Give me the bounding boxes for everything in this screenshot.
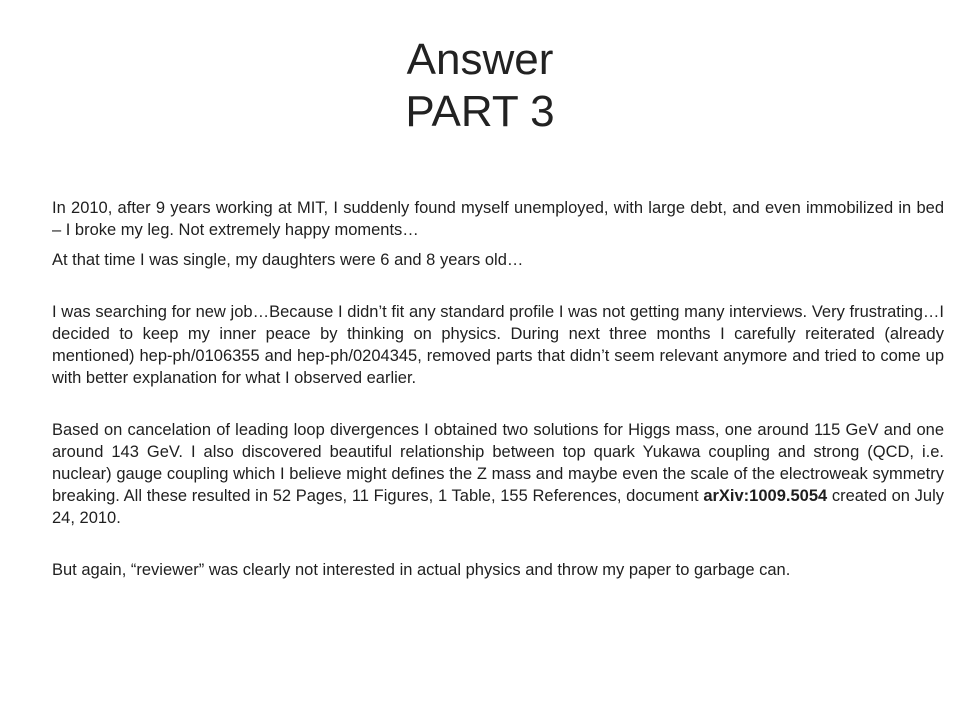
title-line-part: PART 3 [405,87,555,136]
paragraph-reviewer: But again, “reviewer” was clearly not interested in actual physics and throw my paper to garbage can. [52,561,791,579]
slide-title [0,34,960,138]
arxiv-reference: arXiv:1009.5054 [703,487,828,505]
paragraph-higgs-date: created on July 24, 2010. [52,487,944,527]
paragraph-higgs-text: Based on cancelation of leading loop divergences I obtained two solutions for Higgs mass, one around 115 GeV and one around 143 GeV. I also discovered beautiful relationship between top quark Yukawa coupling and strong (QCD, i.e. nuclear) gauge coupling which I believe might defines the Z mass and maybe even the scale of the electroweak symmetry breaking. All these resulted in 52 Pages, 11 Figures, 1 Table, 155 References, document [52,421,944,505]
paragraph-higgs-mass [52,419,944,529]
paragraph-job-search: I was searching for new job…Because I didn’t fit any standard profile I was not getting many interviews. Very frustrating…I decided to keep my inner peace by thinking on physics. During next three months I carefully reiterated (already mentioned) hep-ph/0106355 and hep-ph/0204345, removed parts that didn’t seem relevant anymore and tried to come up with better explanation for what I observed earlier. [52,303,944,387]
slide-body [52,197,944,581]
paragraph-single: At that time I was single, my daughters were 6 and 8 years old… [52,251,524,269]
paragraph-unemployed: In 2010, after 9 years working at MIT, I suddenly found myself unemployed, with large debt, and even immobilized in bed – I broke my leg. Not extremely happy moments… [52,199,944,239]
title-line-answer: Answer [406,35,554,84]
